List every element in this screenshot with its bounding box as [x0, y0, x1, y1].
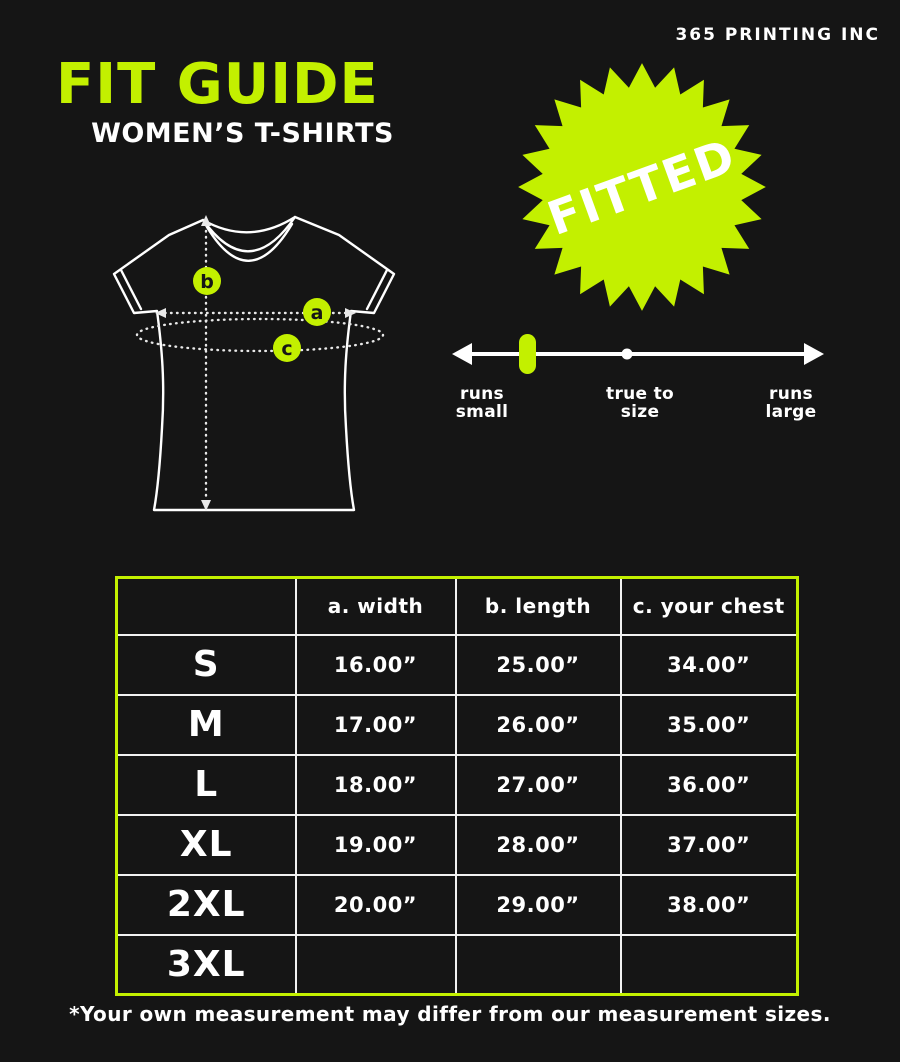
page-title: FIT GUIDE	[56, 52, 379, 117]
chest-cell: 37.00”	[621, 815, 798, 875]
length-cell: 26.00”	[456, 695, 621, 755]
table-header-row	[117, 578, 798, 635]
table-row	[117, 935, 798, 995]
title-block	[56, 52, 394, 150]
scale-label-text: runs	[460, 384, 504, 404]
table-row	[117, 695, 798, 755]
point-a-label: a	[310, 302, 324, 324]
left-sleeve-hem-line	[121, 270, 141, 309]
table-row	[117, 635, 798, 695]
length-cell: 27.00”	[456, 755, 621, 815]
scale-label-text: small	[455, 402, 509, 422]
scale-label-true-to-size	[588, 385, 692, 421]
collar-outer-line	[203, 217, 295, 251]
header-length: b. length	[456, 578, 621, 635]
width-cell: 20.00”	[296, 875, 456, 935]
chest-cell: 34.00”	[621, 635, 798, 695]
scale-label-runs-large	[753, 385, 829, 421]
collar-inner-line	[207, 224, 292, 261]
width-cell: 17.00”	[296, 695, 456, 755]
brand-name: 365 PRINTING INC	[675, 25, 880, 45]
true-to-size-dot	[622, 349, 633, 360]
size-cell: 3XL	[117, 935, 296, 995]
chest-cell: 38.00”	[621, 875, 798, 935]
fit-marker	[519, 334, 536, 374]
fitted-badge	[513, 58, 771, 316]
header-width: a. width	[296, 578, 456, 635]
scale-arrow-left-icon	[452, 343, 472, 365]
scale-label-text: true to	[606, 384, 674, 404]
scale-arrow-right-icon	[804, 343, 824, 365]
page-subtitle: WOMEN’S T-SHIRTS	[91, 118, 394, 150]
size-cell: M	[117, 695, 296, 755]
width-cell: 16.00”	[296, 635, 456, 695]
scale-label-text: large	[765, 402, 817, 422]
tshirt-diagram	[103, 198, 405, 530]
width-cell: 19.00”	[296, 815, 456, 875]
length-cell: 29.00”	[456, 875, 621, 935]
width-cell	[296, 935, 456, 995]
table-row	[117, 755, 798, 815]
table-row	[117, 875, 798, 935]
chest-cell	[621, 935, 798, 995]
point-c-label: c	[281, 338, 293, 360]
length-cell	[456, 935, 621, 995]
length-cell: 25.00”	[456, 635, 621, 695]
header-chest: c. your chest	[621, 578, 798, 635]
table-row	[117, 815, 798, 875]
size-cell: L	[117, 755, 296, 815]
width-cell: 18.00”	[296, 755, 456, 815]
point-b-label: b	[200, 271, 214, 293]
size-cell: XL	[117, 815, 296, 875]
chest-cell: 35.00”	[621, 695, 798, 755]
fit-scale	[452, 328, 824, 380]
size-cell: 2XL	[117, 875, 296, 935]
header-size	[117, 578, 296, 635]
scale-label-text: runs	[769, 384, 813, 404]
chest-cell: 36.00”	[621, 755, 798, 815]
size-table	[115, 576, 799, 996]
right-sleeve-hem-line	[367, 270, 387, 309]
footnote: *Your own measurement may differ from our measurement sizes.	[69, 1002, 831, 1026]
scale-label-text: size	[620, 402, 660, 422]
badge-label: FITTED	[540, 128, 744, 246]
scale-label-runs-small	[446, 385, 518, 421]
size-cell: S	[117, 635, 296, 695]
length-cell: 28.00”	[456, 815, 621, 875]
